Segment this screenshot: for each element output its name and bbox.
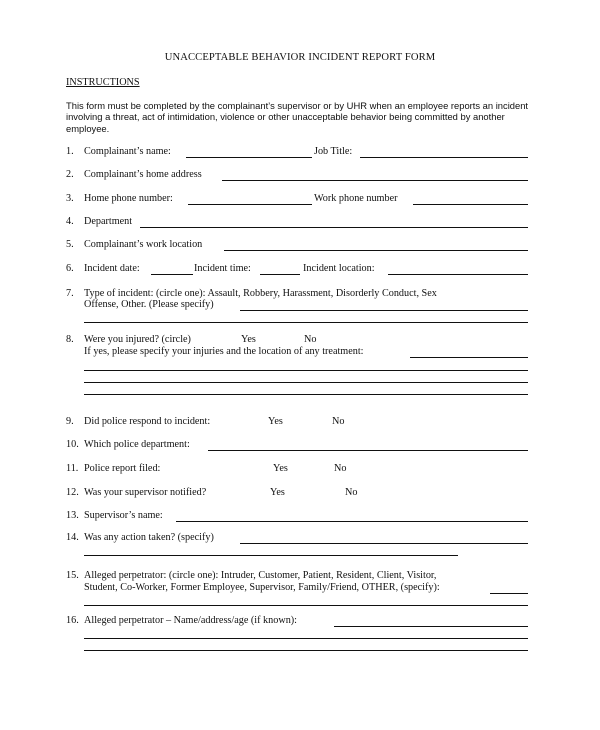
incident-date-label: Incident date: xyxy=(84,263,140,274)
supervisor-name-field[interactable] xyxy=(176,521,528,522)
home-phone-field[interactable] xyxy=(188,204,312,205)
perpetrator-details-label: Alleged perpetrator – Name/address/age (if known): xyxy=(84,615,298,626)
item-number: 9. xyxy=(66,416,74,427)
job-title-field[interactable] xyxy=(360,157,528,158)
supervisor-name-label: Supervisor’s name: xyxy=(84,510,163,521)
police-department-label: Which police department: xyxy=(84,439,190,450)
incident-date-field[interactable] xyxy=(151,274,193,275)
department-label: Department xyxy=(84,216,133,227)
police-report-no-option[interactable]: No xyxy=(334,463,347,474)
item-number: 12. xyxy=(66,487,79,498)
work-phone-label: Work phone number xyxy=(314,193,398,204)
injury-details-line[interactable] xyxy=(84,382,528,383)
police-respond-yes-option[interactable]: Yes xyxy=(268,416,283,427)
injured-label: Were you injured? (circle) xyxy=(84,334,191,345)
job-title-label: Job Title: xyxy=(314,146,353,157)
incident-time-label: Incident time: xyxy=(194,263,251,274)
perpetrator-details-field[interactable] xyxy=(334,626,528,627)
perpetrator-details-line[interactable] xyxy=(84,650,528,651)
home-address-field[interactable] xyxy=(222,180,528,181)
item-number: 14. xyxy=(66,532,79,543)
police-respond-label: Did police respond to incident: xyxy=(84,416,211,427)
item-number: 7. xyxy=(66,288,74,299)
item-number: 5. xyxy=(66,239,74,250)
injury-details-line[interactable] xyxy=(84,370,528,371)
item-number: 11. xyxy=(66,463,79,474)
item-number: 1. xyxy=(66,146,74,157)
action-taken-line[interactable] xyxy=(84,555,458,556)
instructions-text: This form must be completed by the complainant’s supervisor or by UHR when an employee reports an incident involving a threat, act of intimidation, violence or other unacceptable behavior being committed by another employee. xyxy=(66,100,529,134)
home-address-label: Complainant’s home address xyxy=(84,169,202,180)
instructions-heading: INSTRUCTIONS xyxy=(66,77,140,88)
work-location-field[interactable] xyxy=(224,250,528,251)
home-phone-label: Home phone number: xyxy=(84,193,173,204)
form-title: UNACCEPTABLE BEHAVIOR INCIDENT REPORT FORM xyxy=(164,52,436,63)
item-number: 15. xyxy=(66,570,79,581)
item-number: 2. xyxy=(66,169,74,180)
perpetrator-type-label: Alleged perpetrator: (circle one): Intruder, Customer, Patient, Resident, Client, Visitor, xyxy=(84,570,437,581)
complainant-name-field[interactable] xyxy=(186,157,312,158)
incident-type-label-line2: Offense, Other. (Please specify) xyxy=(84,299,214,310)
injury-details-label: If yes, please specify your injuries and the location of any treatment: xyxy=(84,346,364,357)
supervisor-notified-no-option[interactable]: No xyxy=(345,487,358,498)
work-location-label: Complainant’s work location xyxy=(84,239,203,250)
item-number: 10. xyxy=(66,439,79,450)
incident-time-field[interactable] xyxy=(260,274,300,275)
perpetrator-details-line[interactable] xyxy=(84,638,528,639)
work-phone-field[interactable] xyxy=(413,204,528,205)
item-number: 6. xyxy=(66,263,74,274)
incident-type-extra-line[interactable] xyxy=(84,322,528,323)
item-number: 4. xyxy=(66,216,74,227)
supervisor-notified-yes-option[interactable]: Yes xyxy=(270,487,285,498)
injured-no-option[interactable]: No xyxy=(304,334,317,345)
item-number: 13. xyxy=(66,510,79,521)
incident-location-field[interactable] xyxy=(388,274,528,275)
supervisor-notified-label: Was your supervisor notified? xyxy=(84,487,207,498)
perpetrator-type-specify-field[interactable] xyxy=(490,593,528,594)
police-report-yes-option[interactable]: Yes xyxy=(273,463,288,474)
incident-location-label: Incident location: xyxy=(303,263,375,274)
incident-type-label: Type of incident: (circle one): Assault, Robbery, Harassment, Disorderly Conduct, Sex xyxy=(84,288,437,299)
action-taken-field[interactable] xyxy=(240,543,528,544)
police-respond-no-option[interactable]: No xyxy=(332,416,345,427)
police-report-label: Police report filed: xyxy=(84,463,161,474)
item-number: 3. xyxy=(66,193,74,204)
injury-details-line[interactable] xyxy=(84,394,528,395)
item-number: 8. xyxy=(66,334,74,345)
perpetrator-type-label-line2: Student, Co-Worker, Former Employee, Supervisor, Family/Friend, OTHER, (specify): xyxy=(84,582,440,593)
injury-details-field[interactable] xyxy=(410,357,528,358)
complainant-name-label: Complainant’s name: xyxy=(84,146,171,157)
department-field[interactable] xyxy=(140,227,528,228)
action-taken-label: Was any action taken? (specify) xyxy=(84,532,214,543)
item-number: 16. xyxy=(66,615,79,626)
incident-type-specify-field[interactable] xyxy=(240,310,528,311)
perpetrator-type-line[interactable] xyxy=(84,605,528,606)
injured-yes-option[interactable]: Yes xyxy=(241,334,256,345)
police-department-field[interactable] xyxy=(208,450,528,451)
